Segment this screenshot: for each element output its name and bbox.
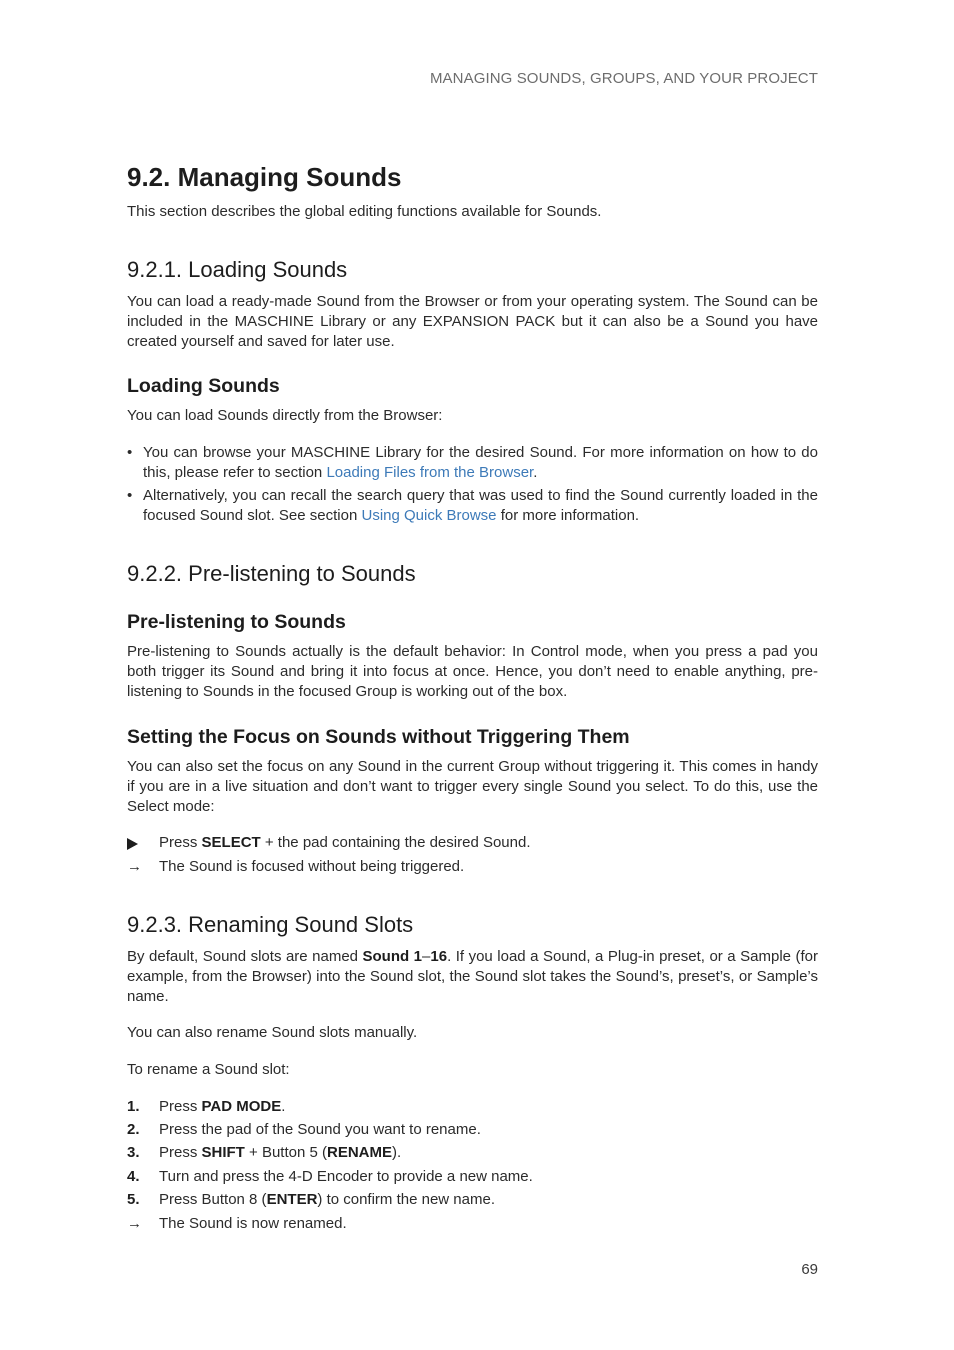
step-text-end: + the pad containing the desired Sound. xyxy=(260,834,531,851)
list-item xyxy=(127,443,818,483)
focus-body: You can also set the focus on any Sound in the current Group without triggering it. This comes in handy if you are in a live situation and don’t want to trigger every single Sound you select. To do this, use the Select mode: xyxy=(127,758,818,815)
numbered-step xyxy=(127,1190,818,1210)
link-loading-files-from-browser[interactable]: Loading Files from the Browser xyxy=(326,464,534,481)
key-pad-mode: PAD MODE xyxy=(201,1098,282,1115)
prelistening-heading: 9.2.2. Pre-listening to Sounds xyxy=(127,561,416,586)
result-text: The Sound is focused without being triggered. xyxy=(159,858,465,875)
result-line xyxy=(127,857,818,877)
numbered-step xyxy=(127,1097,818,1117)
section-title: 9.2. Managing Sounds xyxy=(127,162,402,192)
numbered-step xyxy=(127,1143,818,1163)
numbered-step xyxy=(127,1120,818,1140)
focus-subheading: Setting the Focus on Sounds without Triggering Them xyxy=(127,726,630,748)
key-enter: ENTER xyxy=(266,1191,318,1208)
renaming-body-2: You can also rename Sound slots manually. xyxy=(127,1024,418,1041)
text: + Button 5 ( xyxy=(244,1144,327,1161)
step-number: 5. xyxy=(127,1191,140,1208)
prelistening-body: Pre-listening to Sounds actually is the default behavior: In Control mode, when you press a pad you both trigger its Sound and bring it into focus at once. Hence, you don’t need to enable anything, pre-listening to Sounds in the focused Group is working out of the box. xyxy=(127,643,818,700)
numbered-step xyxy=(127,1167,818,1187)
bullet-mark: • xyxy=(127,444,133,461)
bullet-text: Alternatively, you can recall the search query that was used to find the Sound currently loaded in the focused Sound slot. See section xyxy=(143,487,818,524)
step-number: 4. xyxy=(127,1168,140,1185)
bullet-text-end: for more information. xyxy=(496,507,640,524)
text: Press xyxy=(159,1098,202,1115)
list-item xyxy=(127,486,818,526)
step-text: Press xyxy=(159,834,202,851)
loading-sounds-body: You can load a ready-made Sound from the Browser or from your operating system. The Sound can be included in the MASCHINE Library or any EXPANSION PACK but it can also be a Sound you have created yourself and saved for later use. xyxy=(127,293,818,350)
prelistening-subheading: Pre-listening to Sounds xyxy=(127,611,346,633)
arrow-right-icon: → xyxy=(127,1215,142,1232)
key-select: SELECT xyxy=(201,834,261,851)
link-using-quick-browse[interactable]: Using Quick Browse xyxy=(361,507,497,524)
text: By default, Sound slots are named xyxy=(127,948,363,965)
text: ) to confirm the new name. xyxy=(317,1191,495,1208)
dash: – xyxy=(422,948,431,965)
bullet-mark: • xyxy=(127,487,133,504)
text: Press xyxy=(159,1144,202,1161)
bullet-text-end: . xyxy=(533,464,538,481)
text: Press Button 8 ( xyxy=(159,1191,267,1208)
sound-1-label: Sound 1 xyxy=(362,948,423,965)
loading-sounds-subheading: Loading Sounds xyxy=(127,375,280,397)
loading-sounds-heading: 9.2.1. Loading Sounds xyxy=(127,257,348,282)
step-text: Turn and press the 4-D Encoder to provide a new name. xyxy=(159,1168,533,1185)
result-text: The Sound is now renamed. xyxy=(159,1215,347,1232)
step-text: Press the pad of the Sound you want to rename. xyxy=(159,1121,481,1138)
renaming-body-1 xyxy=(127,947,818,1007)
step-number: 2. xyxy=(127,1121,140,1138)
text: . xyxy=(281,1098,286,1115)
loading-sounds-intro: You can load Sounds directly from the Browser: xyxy=(127,407,443,424)
arrow-right-icon: → xyxy=(127,858,142,875)
document-page xyxy=(127,0,818,1350)
play-triangle-icon xyxy=(127,838,138,850)
renaming-heading: 9.2.3. Renaming Sound Slots xyxy=(127,912,414,937)
key-shift: SHIFT xyxy=(201,1144,245,1161)
text: ). xyxy=(392,1144,402,1161)
bullet-text: You can browse your MASCHINE Library for the desired Sound. For more information on how to do this, please refer to section xyxy=(143,444,818,481)
sound-16-label: 16 xyxy=(430,948,448,965)
section-intro: This section describes the global editing functions available for Sounds. xyxy=(127,203,602,220)
step-number: 3. xyxy=(127,1144,140,1161)
action-step xyxy=(127,833,818,853)
key-rename: RENAME xyxy=(327,1144,393,1161)
running-header: MANAGING SOUNDS, GROUPS, AND YOUR PROJECT xyxy=(429,70,818,87)
result-line xyxy=(127,1214,818,1234)
step-number: 1. xyxy=(127,1098,140,1115)
page-number: 69 xyxy=(801,1261,818,1278)
text: . If you load a Sound, a Plug-in preset, or a Sample (for example, from the Browser) into the Sound slot, the Sound slot takes the Sound’s, preset’s, or Sample’s name. xyxy=(127,948,818,1005)
renaming-body-3: To rename a Sound slot: xyxy=(127,1061,290,1078)
